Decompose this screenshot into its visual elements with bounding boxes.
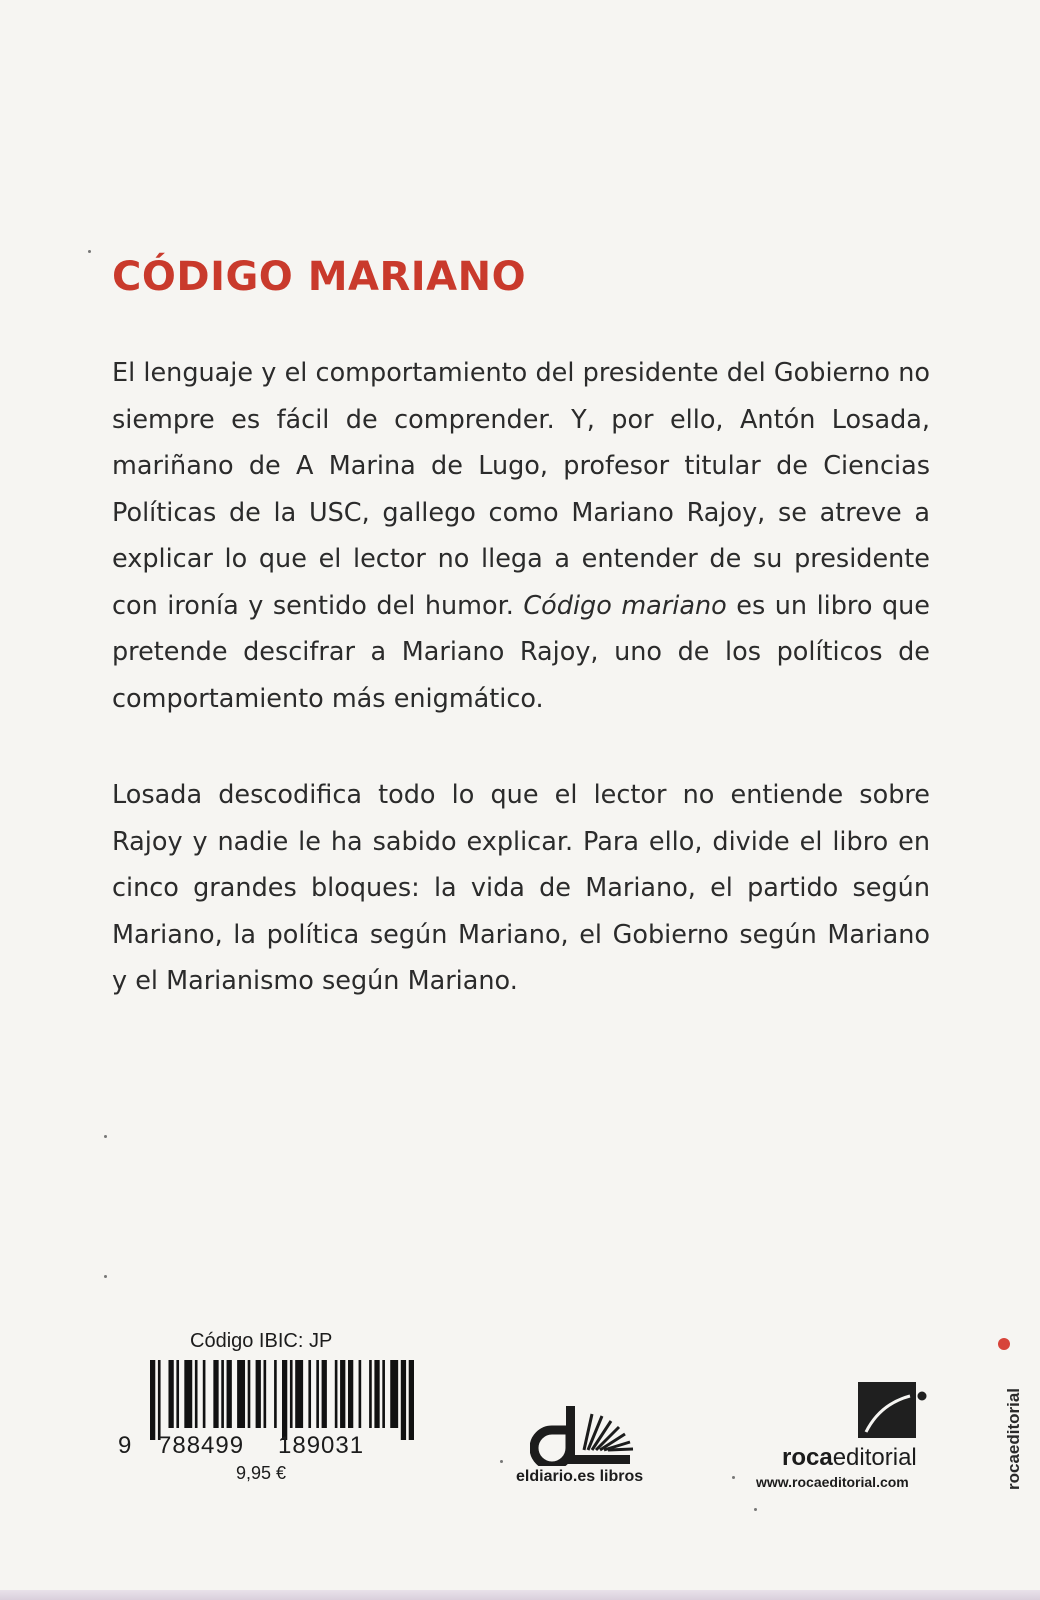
price: 9,95 € (236, 1463, 287, 1483)
book-title-italic: Código mariano (523, 590, 727, 621)
barcode-digit-first: 9 (118, 1432, 132, 1459)
roca-logo-icon (858, 1382, 928, 1448)
ibic-code: Código IBIC: JP (190, 1330, 333, 1352)
eldiario-publisher-name: eldiario.es libros (516, 1468, 644, 1485)
roca-publisher-name (782, 1444, 917, 1472)
scan-speck (104, 1135, 107, 1138)
scan-speck (732, 1476, 735, 1479)
eldiario-logo-icon (530, 1404, 650, 1466)
spine-publisher-name: rocaeditorial (1004, 1387, 1023, 1490)
synopsis-text: El lenguaje y el comportamiento del presidente del Gobierno no siempre es fácil de comprender. Y, por ello, Antón Losada, mariñano de A Marina de Lugo, profesor titular de Ciencias Políticas de la USC, gallego como Mariano Rajoy, se atreve a explicar lo que el lector no llega a entender de su presidente con ironía y sentido del humor. (112, 358, 930, 621)
barcode-digits-group-2: 189031 (278, 1432, 365, 1459)
scan-speck (104, 1275, 107, 1278)
scan-speck (754, 1508, 757, 1511)
scan-speck (88, 250, 91, 253)
roca-name-bold: roca (782, 1444, 833, 1471)
synopsis-text-end: es un libro que pretende descifrar a Mariano Rajoy, uno de los políticos de comportamiento más enigmático. (112, 590, 930, 714)
page-edge (0, 1590, 1040, 1600)
spine-dot-icon (998, 1338, 1010, 1350)
synopsis-paragraph-1 (112, 350, 930, 722)
roca-website: www.rocaeditorial.com (756, 1474, 909, 1490)
barcode-digits-group-1: 788499 (158, 1432, 245, 1459)
roca-name-regular: editorial (832, 1444, 917, 1471)
scan-speck (500, 1460, 503, 1463)
book-title: CÓDIGO MARIANO (112, 254, 527, 300)
synopsis-paragraph-2: Losada descodifica todo lo que el lector no entiende sobre Rajoy y nadie le ha sabido explicar. Para ello, divide el libro en cinco grandes bloques: la vida de Mariano, el partido según Mariano, la política según Mariano, el Gobierno según Mariano y el Marianismo según Mariano. (112, 780, 930, 996)
barcode-icon (150, 1360, 414, 1440)
